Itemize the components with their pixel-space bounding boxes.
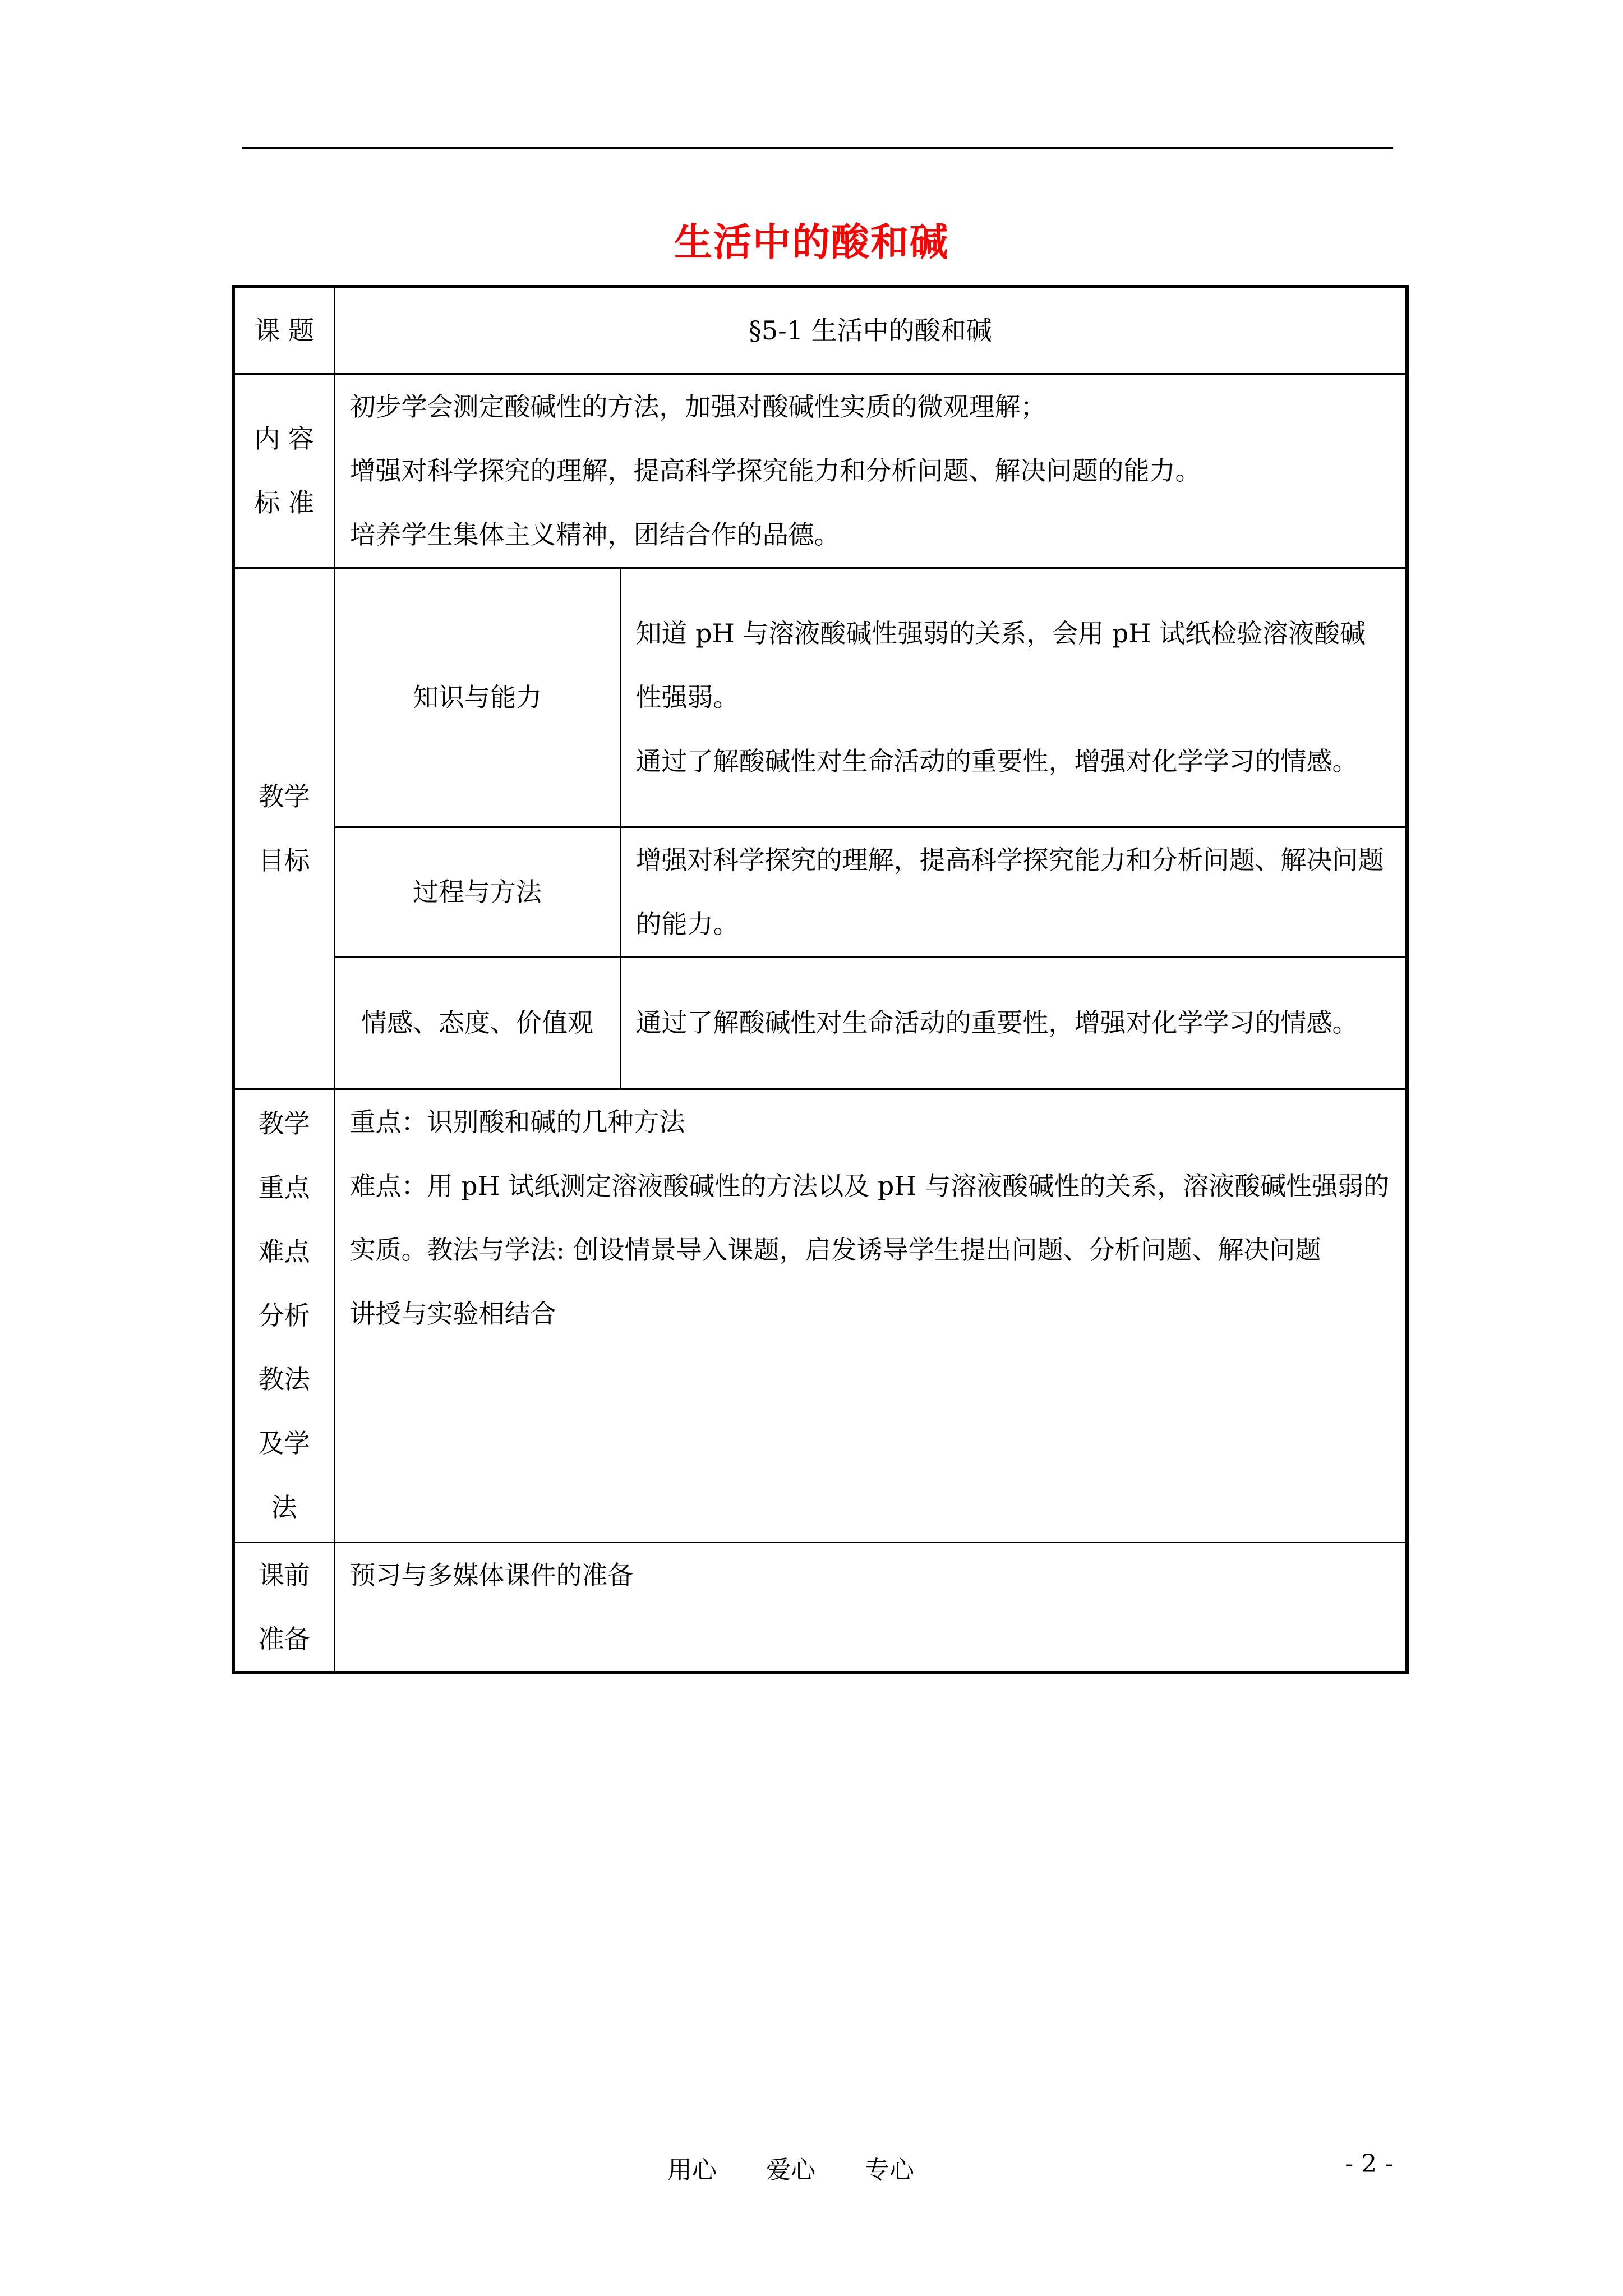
header-rule bbox=[242, 147, 1393, 149]
goal-row-knowledge bbox=[233, 568, 1407, 827]
teaching-goals-label: 教学 目标 bbox=[233, 568, 334, 1089]
content-standard-label: 内 容 标 准 bbox=[233, 374, 334, 568]
goal-name-knowledge: 知识与能力 bbox=[334, 568, 620, 827]
page-number: - 2 - bbox=[1345, 2150, 1393, 2178]
goal-row-process bbox=[233, 827, 1407, 956]
topic-value: §5-1 生活中的酸和碱 bbox=[334, 287, 1407, 374]
preparation-row bbox=[233, 1542, 1407, 1673]
goal-text-process: 增强对科学探究的理解，提高科学探究能力和分析问题、解决问题的能力。 bbox=[620, 827, 1407, 956]
goal-name-attitude: 情感、态度、价值观 bbox=[334, 956, 620, 1089]
topic-label: 课 题 bbox=[233, 287, 334, 374]
key-points-label: 教学 重点 难点 分析 教法 及学 法 bbox=[233, 1089, 334, 1542]
preparation-label: 课前 准备 bbox=[233, 1542, 334, 1673]
key-points-row bbox=[233, 1089, 1407, 1542]
document-title: 生活中的酸和碱 bbox=[674, 220, 949, 265]
key-points-text: 重点：识别酸和碱的几种方法 难点：用 pH 试纸测定溶液酸碱性的方法以及 pH 与溶液酸碱性的关系，溶液酸碱性强弱的实质。教法与学法: 创设情景导入课题，启发诱导学生提出问题、分析问题、解决问题 讲授与实验相结合 bbox=[334, 1089, 1407, 1542]
goal-row-attitude bbox=[233, 956, 1407, 1089]
preparation-text: 预习与多媒体课件的准备 bbox=[334, 1542, 1407, 1673]
content-standard-row bbox=[233, 374, 1407, 568]
goal-text-attitude: 通过了解酸碱性对生命活动的重要性，增强对化学学习的情感。 bbox=[620, 956, 1407, 1089]
content-standard-text: 初步学会测定酸碱性的方法，加强对酸碱性实质的微观理解； 增强对科学探究的理解，提高科学探究能力和分析问题、解决问题的能力。 培养学生集体主义精神，团结合作的品德。 bbox=[334, 374, 1407, 568]
goal-text-knowledge: 知道 pH 与溶液酸碱性强弱的关系，会用 pH 试纸检验溶液酸碱性强弱。 通过了解酸碱性对生命活动的重要性，增强对化学学习的情感。 bbox=[620, 568, 1407, 827]
topic-row bbox=[233, 287, 1407, 374]
lesson-plan-table bbox=[232, 285, 1409, 1674]
goal-name-process: 过程与方法 bbox=[334, 827, 620, 956]
footer-motto: 用心 爱心 专心 bbox=[667, 2156, 914, 2184]
